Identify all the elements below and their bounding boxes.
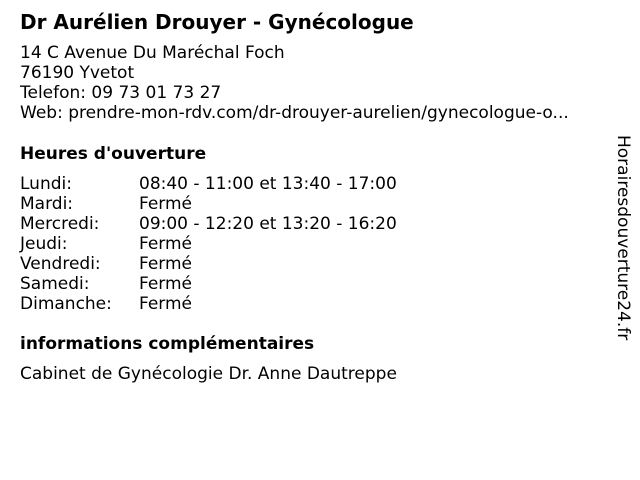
- hours-row-vendredi: [20, 254, 397, 274]
- page-title: Dr Aurélien Drouyer - Gynécologue: [20, 10, 414, 34]
- opening-hours-table: [20, 174, 397, 314]
- phone-number: Telefon: 09 73 01 73 27: [20, 83, 222, 103]
- watermark-brand: Horairesdouverture24.fr: [613, 135, 633, 341]
- website-link: Web: prendre-mon-rdv.com/dr-drouyer-aurelien/gynecologue-o...: [20, 103, 569, 123]
- hours-row-dimanche: [20, 294, 397, 314]
- hours-row-mardi: [20, 194, 397, 214]
- time-value: 08:40 - 11:00 et 13:40 - 17:00: [139, 174, 397, 194]
- hours-row-mercredi: [20, 214, 397, 234]
- time-value: Fermé: [139, 274, 193, 294]
- day-label: Jeudi:: [20, 234, 68, 254]
- hours-row-jeudi: [20, 234, 397, 254]
- day-label: Dimanche:: [20, 294, 112, 314]
- additional-info-heading: informations complémentaires: [20, 334, 315, 354]
- time-value: Fermé: [139, 234, 193, 254]
- hours-row-samedi: [20, 274, 397, 294]
- street-address: 14 C Avenue Du Maréchal Foch: [20, 43, 285, 63]
- additional-info-text: Cabinet de Gynécologie Dr. Anne Dautreppe: [20, 364, 397, 384]
- opening-hours-heading: Heures d'ouverture: [20, 144, 207, 164]
- day-label: Mercredi:: [20, 214, 100, 234]
- time-value: Fermé: [139, 194, 193, 214]
- day-label: Lundi:: [20, 174, 72, 194]
- time-value: 09:00 - 12:20 et 13:20 - 16:20: [139, 214, 397, 234]
- day-label: Mardi:: [20, 194, 74, 214]
- time-value: Fermé: [139, 254, 193, 274]
- hours-row-lundi: [20, 174, 397, 194]
- city-postal: 76190 Yvetot: [20, 63, 135, 83]
- day-label: Vendredi:: [20, 254, 101, 274]
- address-block: [20, 43, 569, 123]
- time-value: Fermé: [139, 294, 193, 314]
- day-label: Samedi:: [20, 274, 90, 294]
